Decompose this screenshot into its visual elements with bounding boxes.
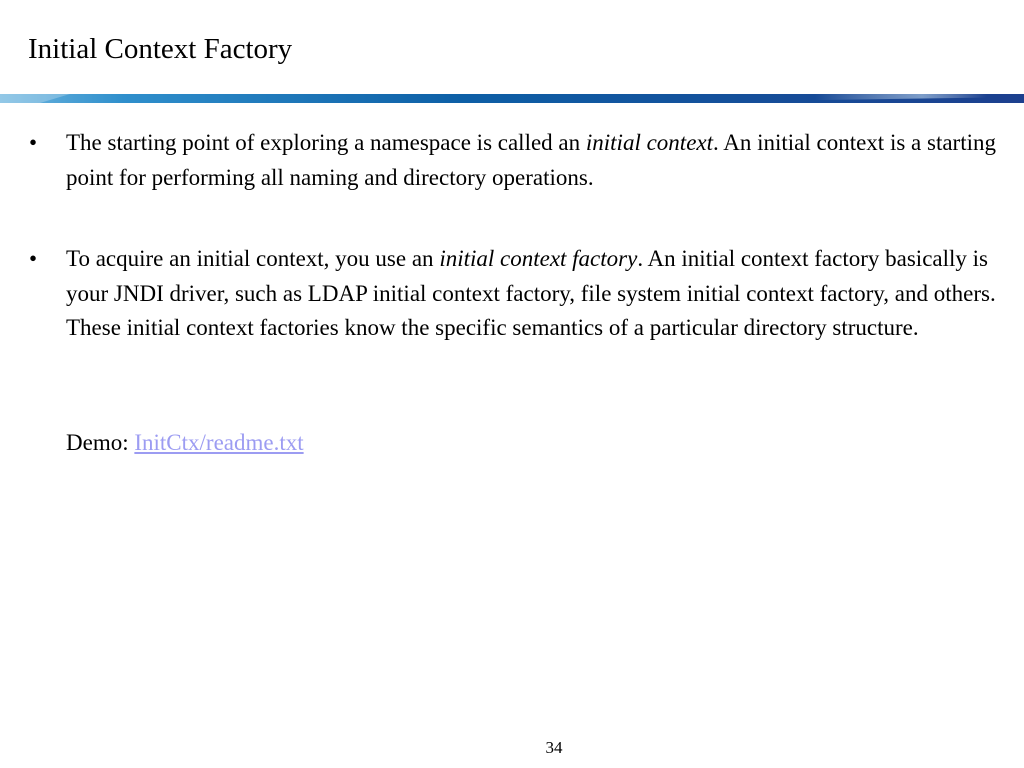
demo-readme-link[interactable]: InitCtx/readme.txt [134, 430, 304, 455]
demo-label: Demo: [66, 430, 135, 455]
title-divider-bar [0, 93, 1024, 105]
demo-line [66, 426, 304, 461]
bullet-text-after: . An initial context is a starting point for performing all naming and directory operations. [66, 130, 996, 190]
bullet-term-initial-context-factory: initial context factory [439, 246, 638, 271]
bullet-text-after: . An initial context factory basically is your JNDI driver, such as LDAP initial context factory, file system initial context factory, and others. These initial context factories know the specific semantics of a particular directory structure. [66, 246, 996, 340]
bullet-text [66, 242, 1006, 346]
bullet-term-initial-context: initial context [585, 130, 713, 155]
bullet-text-before: The starting point of exploring a namespace is called an [66, 130, 586, 155]
bullet-dot: • [29, 130, 38, 155]
bullet-dot: • [29, 246, 38, 271]
page-number: 34 [545, 738, 563, 757]
bullet-text-before: To acquire an initial context, you use an [66, 246, 440, 271]
slide-title: Initial Context Factory [28, 33, 293, 65]
bullet-text [66, 126, 1006, 195]
